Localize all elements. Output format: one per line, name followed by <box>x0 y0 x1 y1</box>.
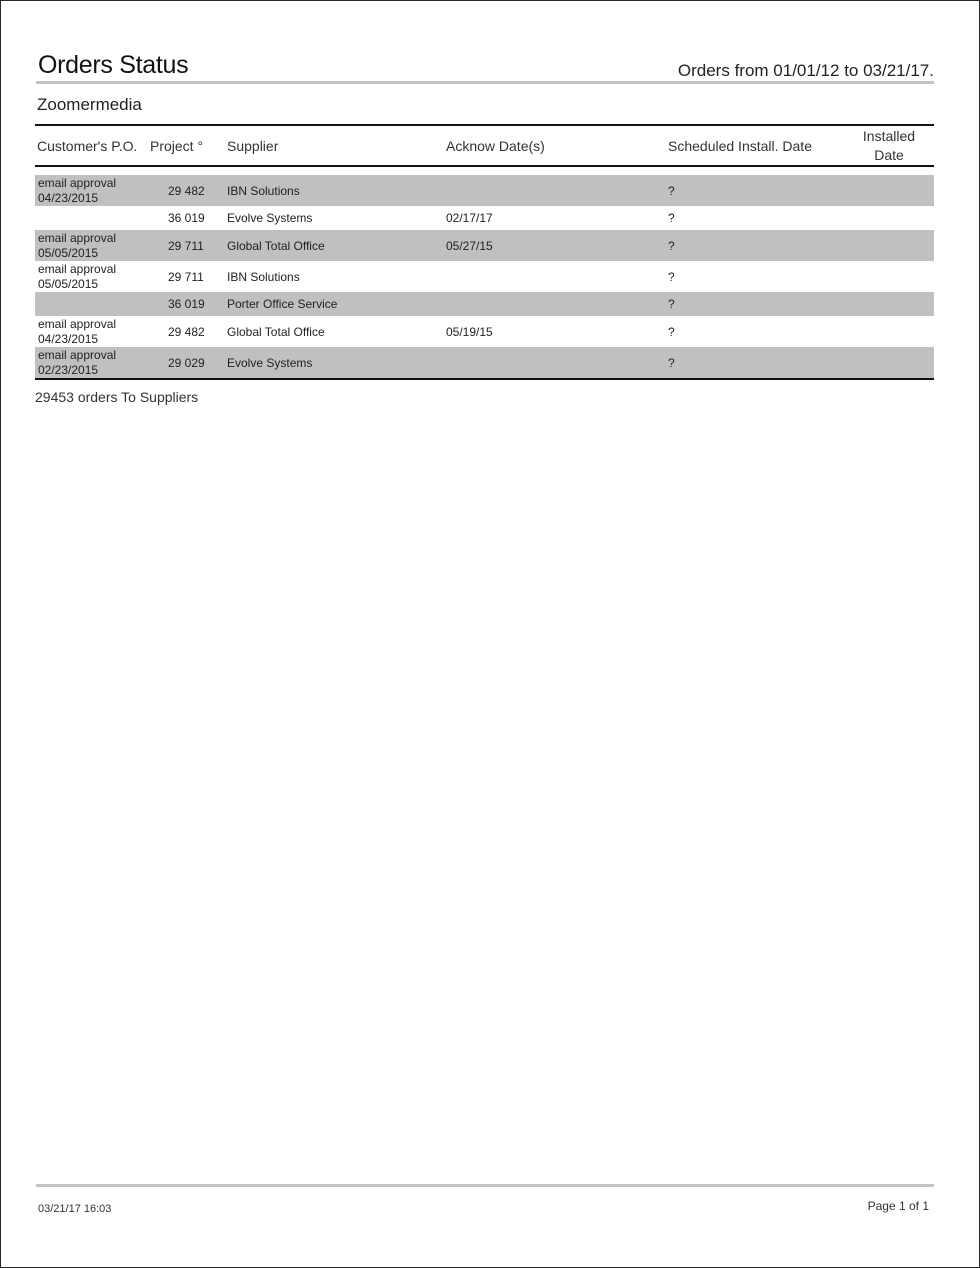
scheduled-cell: ? <box>668 211 675 225</box>
po-cell <box>35 175 150 206</box>
project-cell: 36 019 <box>168 211 205 225</box>
project-cell: 29 711 <box>150 230 227 261</box>
header-po: Customer's P.O. <box>35 125 150 166</box>
header-project: Project ° <box>150 125 227 166</box>
spacer-row <box>35 166 934 175</box>
table-row <box>35 230 934 261</box>
supplier-cell: Global Total Office <box>227 230 446 261</box>
installed-cell <box>844 206 934 230</box>
installed-cell <box>844 230 934 261</box>
installed-cell <box>844 175 934 206</box>
company-name: Zoomermedia <box>37 95 142 114</box>
po-line1: email approval <box>38 261 117 276</box>
printed-timestamp: 03/21/17 16:03 <box>38 1203 112 1215</box>
po-line1: email approval <box>38 175 117 190</box>
header-installed <box>844 125 934 166</box>
table-row <box>35 316 934 347</box>
scheduled-cell: ? <box>668 324 675 339</box>
page-number: Page 1 of 1 <box>867 1199 929 1213</box>
project-cell: 29 482 <box>150 175 227 206</box>
supplier-cell: Evolve Systems <box>227 347 446 379</box>
header-divider <box>36 81 934 84</box>
supplier-cell: IBN Solutions <box>227 269 300 284</box>
table-row <box>35 347 934 379</box>
po-line1: email approval <box>38 347 117 362</box>
installed-cell <box>844 347 934 379</box>
supplier-cell: IBN Solutions <box>227 175 446 206</box>
table-row <box>35 292 934 316</box>
po-line2: 05/05/2015 <box>38 245 99 260</box>
table-header-row <box>35 125 934 166</box>
header-acknow: Acknow Date(s) <box>446 125 668 166</box>
scheduled-cell: ? <box>668 347 844 379</box>
po-cell <box>35 316 150 347</box>
table-row <box>35 175 934 206</box>
po-cell <box>35 206 150 230</box>
project-cell: 29 482 <box>168 324 205 339</box>
po-line1: email approval <box>38 230 117 245</box>
installed-cell <box>844 292 934 316</box>
acknow-cell: 05/19/15 <box>446 324 493 339</box>
supplier-cell: Porter Office Service <box>227 292 446 316</box>
header-installed-line1: Installed <box>862 127 916 144</box>
po-cell <box>35 292 150 316</box>
header-scheduled: Scheduled Install. Date <box>668 125 844 166</box>
scheduled-cell: ? <box>668 292 844 316</box>
supplier-cell: Global Total Office <box>227 324 325 339</box>
po-line2: 04/23/2015 <box>38 331 99 346</box>
scheduled-cell: ? <box>668 175 844 206</box>
orders-total: 29453 orders To Suppliers <box>35 389 199 405</box>
scheduled-cell: ? <box>668 230 844 261</box>
acknow-cell <box>446 347 668 379</box>
installed-cell <box>844 261 934 292</box>
po-cell <box>35 230 150 261</box>
acknow-cell <box>446 292 668 316</box>
project-cell: 29 711 <box>168 269 204 284</box>
installed-cell <box>844 316 934 347</box>
project-cell: 29 029 <box>150 347 227 379</box>
header-supplier: Supplier <box>227 125 446 166</box>
acknow-cell: 05/27/15 <box>446 230 668 261</box>
po-line2: 05/05/2015 <box>38 276 99 291</box>
header-installed-line2: Date <box>874 146 904 163</box>
po-cell <box>35 347 150 379</box>
scheduled-cell: ? <box>668 269 675 284</box>
report-title: Orders Status <box>38 51 189 79</box>
po-line2: 04/23/2015 <box>38 190 99 205</box>
project-cell: 36 019 <box>150 292 227 316</box>
po-line2: 02/23/2015 <box>38 362 99 377</box>
footer-divider <box>36 1184 934 1187</box>
acknow-cell <box>446 261 668 292</box>
supplier-cell: Evolve Systems <box>227 211 313 225</box>
date-range: Orders from 01/01/12 to 03/21/17. <box>677 61 934 80</box>
po-line1: email approval <box>38 316 117 331</box>
acknow-cell <box>446 175 668 206</box>
table-row <box>35 261 934 292</box>
table-row <box>35 206 934 230</box>
acknow-cell: 02/17/17 <box>446 211 493 225</box>
orders-table <box>35 124 934 380</box>
po-cell <box>35 261 150 292</box>
